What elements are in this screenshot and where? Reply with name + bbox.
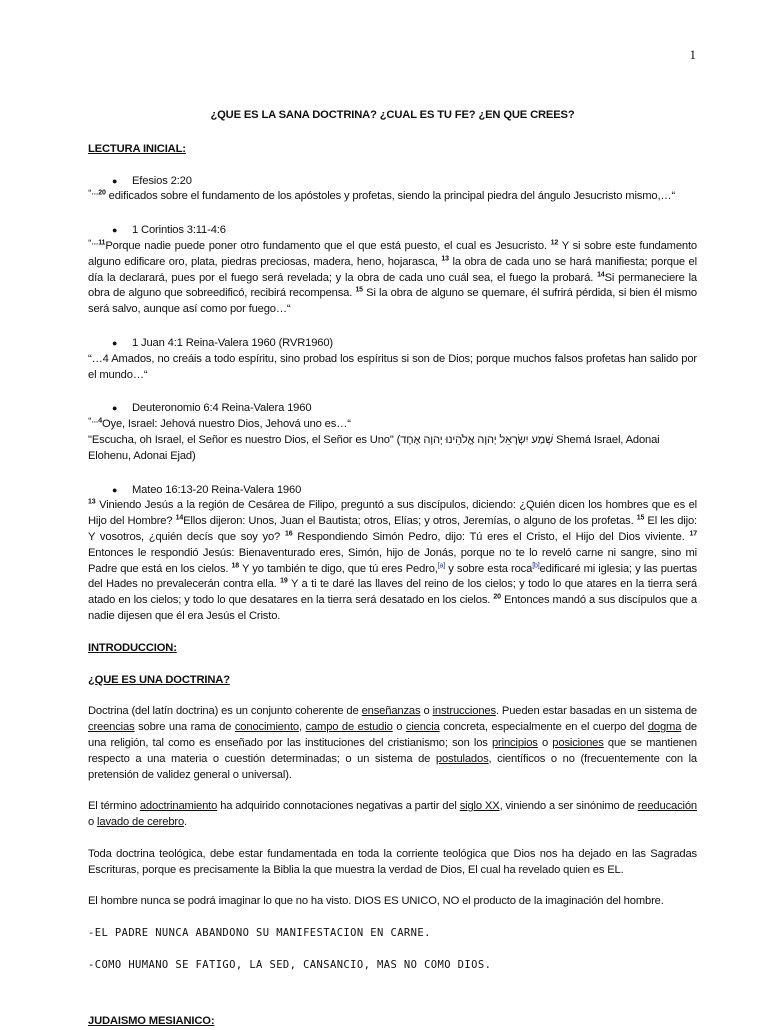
verse-text: y sobre esta roca xyxy=(448,562,533,575)
reading-verse-deuteronomio xyxy=(88,417,697,433)
verse-number: 16 xyxy=(284,530,293,538)
verse-text: edificados sobre el fundamento de los apóstoles y profetas, siendo la principal piedra del ángulo Jesucristo mismo,…“ xyxy=(108,190,676,203)
reading-ref-text: 1 Juan 4:1 Reina-Valera 1960 (RVR1960) xyxy=(132,336,333,349)
padre-line: -EL PADRE NUNCA ABANDONO SU MANIFESTACION EN CARNE. xyxy=(88,927,431,940)
paragraph-text: de una religión, tal como es enseñado por las instituciones del cristianismo; son los xyxy=(88,721,698,749)
footnote-link-b[interactable]: [b] xyxy=(532,561,540,569)
paragraph-text: o xyxy=(420,705,433,718)
wiki-link[interactable]: dogma xyxy=(647,721,682,734)
paragraph-text: . Pueden estar basadas en un sistema de xyxy=(495,705,697,718)
verse-number: 15 xyxy=(636,514,645,522)
judaismo-heading: JUDAISMO MESIANICO: xyxy=(88,1014,215,1027)
reading-ref-corintios xyxy=(88,223,697,239)
verse-text: Viniendo Jesús a la región de Cesárea de Filipo, preguntó a sus discípulos, diciendo: ¿Quién dicen los hombres que es el Hijo del Hombre? xyxy=(88,499,697,528)
paragraph-text: . xyxy=(184,816,188,829)
hombre-nunca-paragraph: El hombre nunca se podrá imaginar lo que no ha visto. DIOS ES UNICO, NO el producto de la imaginación del hombre. xyxy=(88,895,664,908)
paragraph-text: Doctrina (del latín doctrina) es un conjunto coherente de xyxy=(88,705,362,718)
reading-verse-mateo xyxy=(88,498,697,624)
reading-ref-text: Mateo 16:13-20 Reina-Valera 1960 xyxy=(132,483,302,496)
verse-number: “…11 xyxy=(88,239,106,247)
reading-ref-efesios xyxy=(88,174,697,190)
page-title: ¿QUE ES LA SANA DOCTRINA? ¿CUAL ES TU FE? ¿EN QUE CREES? xyxy=(210,109,575,121)
paragraph-text: , científicos o no (frecuentemente con la pretensión de validez general o universal). xyxy=(88,752,697,781)
paragraph-text: o xyxy=(537,736,553,749)
verse-text: Entonces le respondió Jesús: Bienaventurado eres, Simón, hijo de Jonás, porque no te lo reveló carne ni sangre, sino mi Padre que está en los cielos. xyxy=(88,546,697,575)
paragraph-text: sobre una rama de xyxy=(134,721,235,734)
reading-verse-juan: “…4 Amados, no creáis a todo espíritu, sino probad los espíritus si son de Dios; porque muchos falsos profetas han salido por el mundo…“ xyxy=(88,352,697,381)
paragraph-text: , viniendo a ser sinónimo de xyxy=(499,800,638,813)
wiki-link[interactable]: reeducación xyxy=(637,800,698,813)
verse-text: El les dijo: Y vosotros, ¿quién decís que soy yo? xyxy=(88,515,698,543)
verse-number: 15 xyxy=(355,286,363,294)
verse-text: Si permaneciere la obra de alguno que sobreedificó, recibirá recompensa. xyxy=(88,271,698,300)
wiki-link[interactable]: adoctrinamiento xyxy=(139,800,218,813)
verse-number: 12 xyxy=(550,239,559,247)
verse-text: Y a ti te daré las llaves del reino de los cielos; y todo lo que atares en la tierra será atado en los cielos; y todo lo que desatares en la tierra será desatado en los cielos. xyxy=(88,578,697,607)
wiki-link[interactable]: conocimiento xyxy=(234,721,299,734)
verse-number: “…4 xyxy=(88,417,102,425)
wiki-link[interactable]: lavado de cerebro xyxy=(97,816,185,829)
verse-text: Y yo también te digo, que tú eres Pedro, xyxy=(242,562,438,575)
wiki-link[interactable]: principios xyxy=(491,736,538,749)
verse-text: Oye, Israel: Jehová nuestro Dios, Jehová uno es…“ xyxy=(101,418,351,431)
reading-ref-text: 1 Corintios 3:11-4:6 xyxy=(132,224,226,237)
bullet-icon: ● xyxy=(112,175,118,186)
paragraph-text: , xyxy=(298,721,306,734)
bullet-icon: ● xyxy=(112,484,118,495)
verse-number: “…20 xyxy=(88,189,106,197)
paragraph-text: El término xyxy=(88,800,140,813)
paragraph-text: concreta, especialmente en el cuerpo del xyxy=(439,721,648,734)
humano-line: -COMO HUMANO SE FATIGO, LA SED, CANSANCIO, MAS NO COMO DIOS. xyxy=(88,959,492,972)
toda-doctrina-paragraph: Toda doctrina teológica, debe estar fundamentada en toda la corriente teológica que Dios nos ha dejado en las Sagradas Escrituras, porque es precisamente la Biblia la que muestra la verdad de Dios, El cual ha revelado quien es EL. xyxy=(88,847,697,876)
page-number: 1 xyxy=(689,47,696,62)
reading-ref-deuteronomio xyxy=(88,401,697,417)
bullet-icon: ● xyxy=(112,225,118,236)
intro-heading: INTRODUCCION: xyxy=(88,641,177,654)
termino-paragraph xyxy=(88,799,697,831)
reading-verse-corintios xyxy=(88,239,697,318)
verse-text: Respondiendo Simón Pedro, dijo: Tú eres el Cristo, el Hijo del Dios viviente. xyxy=(297,530,685,543)
verse-number: 13 xyxy=(88,498,96,506)
wiki-link[interactable]: creencias xyxy=(88,721,135,734)
wiki-link[interactable]: enseñanzas xyxy=(361,705,421,718)
verse-text: Porque nadie puede poner otro fundamento que el que está puesto, el cual es Jesucristo. xyxy=(105,239,547,252)
wiki-link[interactable]: ciencia xyxy=(405,721,440,734)
bullet-icon: ● xyxy=(112,403,118,414)
bullet-icon: ● xyxy=(112,337,118,348)
wiki-link[interactable]: instrucciones xyxy=(432,705,496,718)
reading-ref-text: Deuteronomio 6:4 Reina-Valera 1960 xyxy=(132,402,312,415)
verse-text: Entonces mandó a sus discípulos que a nadie dijesen que él era Jesús el Cristo. xyxy=(88,594,697,622)
reading-ref-mateo xyxy=(88,483,697,499)
reading-ref-text: Efesios 2:20 xyxy=(132,174,192,187)
verse-text: la obra de cada uno se hará manifiesta; porque el día la declarará, pues por el fuego será revelada; y la obra de cada uno cuál sea, el fuego la probará. xyxy=(88,255,697,284)
wiki-link[interactable]: posiciones xyxy=(552,736,604,749)
verse-number: 14 xyxy=(597,270,605,278)
verse-number: 19 xyxy=(280,577,288,585)
doctrina-heading: ¿QUE ES UNA DOCTRINA? xyxy=(88,673,230,686)
paragraph-text: o xyxy=(88,816,98,829)
document-body xyxy=(88,108,697,1030)
verse-number: 17 xyxy=(689,530,697,538)
verse-number: 18 xyxy=(231,561,240,569)
wiki-link[interactable]: siglo XX xyxy=(459,800,500,813)
doctrina-paragraph xyxy=(88,704,697,783)
wiki-link[interactable]: campo de estudio xyxy=(305,721,393,734)
shema-text: "Escucha, oh Israel, el Señor es nuestro Dios, el Señor es Uno" (שְׁמַע יִשְׂרָאֵל יְהוָה אֱלֹהֵינוּ יְהוָה אֶחָד Shemá Israel, Adonai Elohenu, Adonai Ejad) xyxy=(88,433,660,462)
footnote-link-a[interactable]: [a] xyxy=(437,561,446,569)
reading-ref-juan xyxy=(88,336,697,352)
lectura-heading: LECTURA INICIAL: xyxy=(88,142,186,155)
verse-text: Si la obra de alguno se quemare, él sufrirá pérdida, si bien él mismo será salvo, aunque así como por fuego…“ xyxy=(88,287,697,316)
verse-text: edificaré mi iglesia; y las puertas del Hades no prevalecerán contra ella. xyxy=(88,562,698,591)
verse-number: 13 xyxy=(441,255,449,263)
verse-number: 20 xyxy=(493,593,501,601)
verse-text: Y si sobre este fundamento alguno edificare oro, plata, piedras preciosas, madera, heno, hojarasca, xyxy=(88,239,698,268)
reading-verse-efesios xyxy=(88,189,697,205)
paragraph-text: o xyxy=(392,721,406,734)
paragraph-text: que se mantienen respecto a una materia o cuestión determinadas; o un sistema de xyxy=(88,736,697,765)
verse-number: 14 xyxy=(175,514,184,522)
verse-text: Ellos dijeron: Unos, Juan el Bautista; otros, Elías; y otros, Jeremías, o alguno de los profetas. xyxy=(183,515,634,528)
paragraph-text: ha adquirido connotaciones negativas a partir del xyxy=(217,800,460,813)
wiki-link[interactable]: postulados xyxy=(435,752,489,765)
